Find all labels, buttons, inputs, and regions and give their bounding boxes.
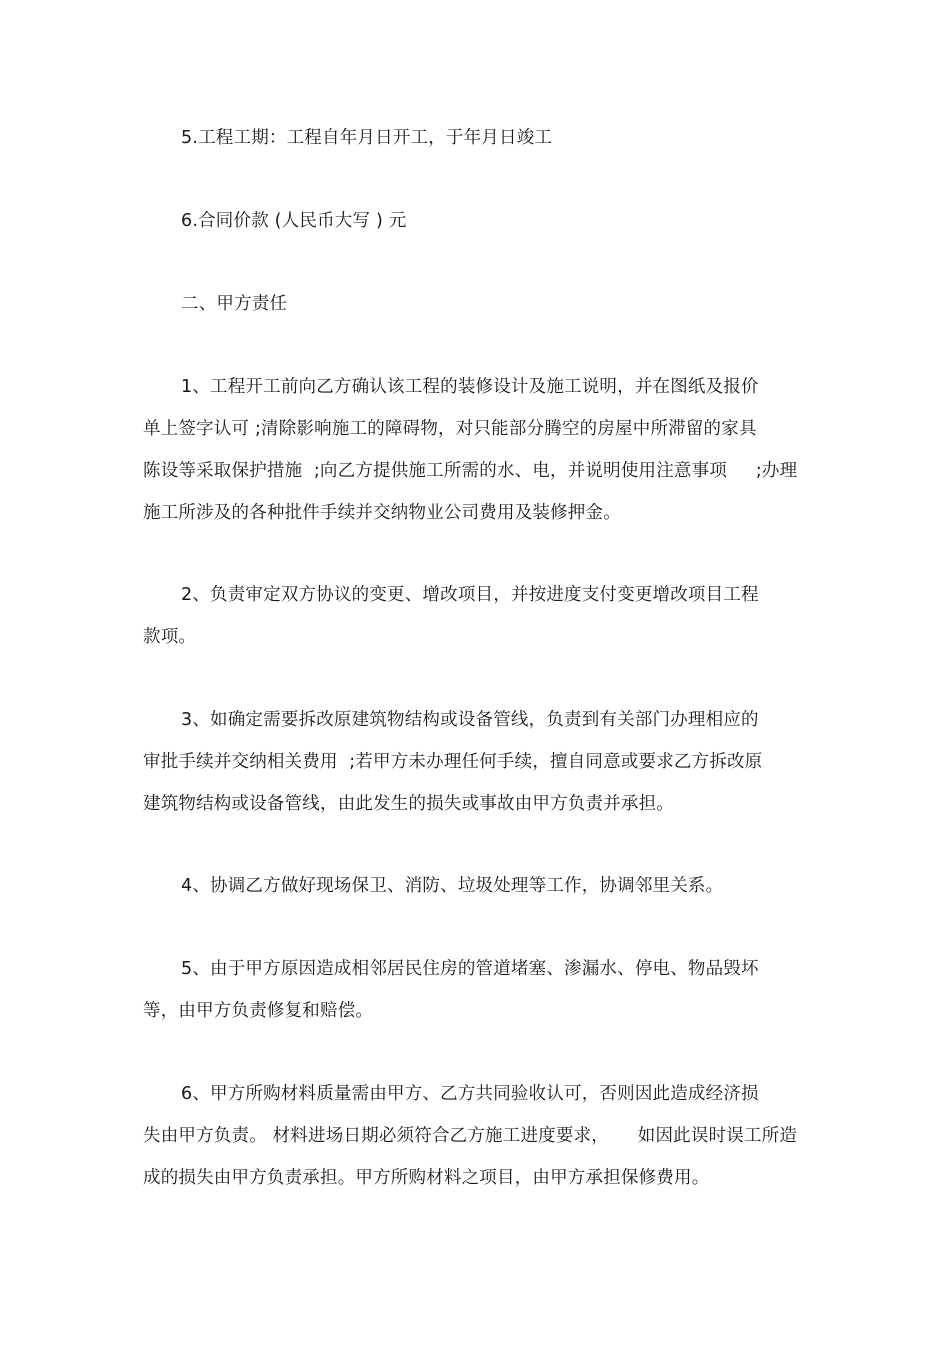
section-heading: 二、甲方责任 [181, 294, 288, 314]
clause-line: 等，由甲方负责修复和赔偿。 [143, 1001, 374, 1021]
clause-line: 5、由于甲方原因造成相邻居民住房的管道堵塞、渗漏水、停电、物品毁坏 [181, 959, 759, 979]
item-6-price: 6.合同价款 (人民币大写 ) 元 [181, 211, 407, 231]
clause-line: 单上签字认可 ;清除影响施工的障碍物，对只能部分腾空的房屋中所滞留的家具 [143, 419, 757, 439]
clause-line: 成的损失由甲方负责承担。甲方所购材料之项目，由甲方承担保修费用。 [143, 1168, 710, 1188]
clause-line: 4、协调乙方做好现场保卫、消防、垃圾处理等工作，协调邻里关系。 [181, 876, 724, 896]
item-5-duration: 5.工程工期：工程自年月日开工，于年月日竣工 [181, 128, 553, 148]
clause-line: 1、工程开工前向乙方确认该工程的装修设计及施工说明，并在图纸及报价 [181, 377, 759, 397]
clause-line: 2、负责审定双方协议的变更、增改项目，并按进度支付变更增改项目工程 [181, 585, 759, 605]
clause-line: 陈设等采取保护措施 ;向乙方提供施工所需的水、电，并说明使用注意事项 ;办理 [143, 461, 798, 481]
clause-line: 6、甲方所购材料质量需由甲方、乙方共同验收认可，否则因此造成经济损 [181, 1084, 759, 1104]
clause-line: 3、如确定需要拆改原建筑物结构或设备管线，负责到有关部门办理相应的 [181, 710, 759, 730]
clause-line: 款项。 [143, 627, 197, 647]
clause-line: 建筑物结构或设备管线，由此发生的损失或事故由甲方负责并承担。 [143, 794, 674, 814]
clause-line: 施工所涉及的各种批件手续并交纳物业公司费用及装修押金。 [143, 503, 621, 523]
clause-line: 审批手续并交纳相关费用 ;若甲方未办理任何手续，擅自同意或要求乙方拆改原 [143, 752, 763, 772]
clause-line: 失由甲方负责。 材料进场日期必须符合乙方施工进度要求， 如因此误时误工所造 [143, 1126, 798, 1146]
